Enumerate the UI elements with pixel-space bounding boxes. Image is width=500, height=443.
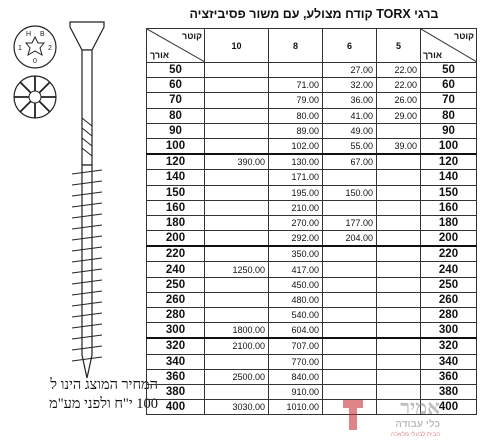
length-cell-right: 340 <box>421 354 477 369</box>
price-note-line-2: 100 י"ח ולפני מע"מ <box>49 396 158 412</box>
price-cell-d10: 3030.00 <box>205 400 269 415</box>
price-cell-d5: 39.00 <box>377 138 421 154</box>
price-cell-d6: 177.00 <box>323 215 377 230</box>
table-row <box>147 170 477 185</box>
header-diameter-label: קוטר <box>182 31 202 41</box>
price-cell-d8 <box>269 63 323 78</box>
price-cell-d6 <box>323 308 377 323</box>
header-length-label: אורך <box>150 50 169 60</box>
length-cell-right: 360 <box>421 369 477 384</box>
length-cell-left: 150 <box>147 185 205 200</box>
price-cell-d8: 450.00 <box>269 277 323 292</box>
price-cell-d5 <box>377 292 421 307</box>
length-cell-right: 120 <box>421 154 477 170</box>
price-cell-d10: 390.00 <box>205 154 269 170</box>
price-cell-d5: 22.00 <box>377 63 421 78</box>
header-diameter-8: 8 <box>269 29 323 63</box>
length-cell-left: 380 <box>147 384 205 399</box>
table-header-row <box>147 29 477 63</box>
price-cell-d10 <box>205 292 269 307</box>
price-cell-d6: 41.00 <box>323 108 377 123</box>
price-cell-d5 <box>377 308 421 323</box>
length-cell-right: 140 <box>421 170 477 185</box>
header-corner-right <box>421 29 477 63</box>
table-row <box>147 185 477 200</box>
price-cell-d5 <box>377 170 421 185</box>
price-cell-d8: 540.00 <box>269 308 323 323</box>
price-note-line-1: המחיר המוצג הינו ל <box>50 377 158 393</box>
price-cell-d10 <box>205 63 269 78</box>
table-row <box>147 308 477 323</box>
length-cell-left: 80 <box>147 108 205 123</box>
price-cell-d5 <box>377 200 421 215</box>
screw-head-underside-view <box>14 76 56 118</box>
price-cell-d6: 204.00 <box>323 231 377 247</box>
price-cell-d8: 210.00 <box>269 200 323 215</box>
header-diameter-label-right: קוטר <box>454 31 474 41</box>
length-cell-left: 60 <box>147 78 205 93</box>
price-cell-d10 <box>205 231 269 247</box>
length-cell-left: 360 <box>147 369 205 384</box>
header-length-label-right: אורך <box>423 50 442 60</box>
screw-side-view <box>70 22 104 378</box>
length-cell-right: 200 <box>421 231 477 247</box>
length-cell-left: 240 <box>147 262 205 277</box>
price-cell-d6 <box>323 369 377 384</box>
table-row <box>147 78 477 93</box>
price-cell-d5: 22.00 <box>377 78 421 93</box>
price-cell-d6 <box>323 262 377 277</box>
length-cell-left: 70 <box>147 93 205 108</box>
price-cell-d10: 2500.00 <box>205 369 269 384</box>
length-cell-right: 80 <box>421 108 477 123</box>
price-cell-d6: 55.00 <box>323 138 377 154</box>
price-cell-d10 <box>205 384 269 399</box>
price-cell-d10 <box>205 246 269 262</box>
price-cell-d8: 80.00 <box>269 108 323 123</box>
price-cell-d10 <box>205 93 269 108</box>
price-cell-d6: 36.00 <box>323 93 377 108</box>
logo-brand: אמיר <box>400 397 440 419</box>
price-cell-d6 <box>323 354 377 369</box>
length-cell-right: 300 <box>421 323 477 339</box>
price-cell-d8: 707.00 <box>269 338 323 354</box>
table-row <box>147 292 477 307</box>
length-cell-right: 320 <box>421 338 477 354</box>
table-row <box>147 63 477 78</box>
price-cell-d10: 1800.00 <box>205 323 269 339</box>
header-corner-left <box>147 29 205 63</box>
length-cell-left: 260 <box>147 292 205 307</box>
length-cell-right: 150 <box>421 185 477 200</box>
table-row <box>147 138 477 154</box>
length-cell-left: 100 <box>147 138 205 154</box>
table-row <box>147 369 477 384</box>
price-cell-d10 <box>205 108 269 123</box>
price-cell-d5 <box>377 369 421 384</box>
price-cell-d8: 480.00 <box>269 292 323 307</box>
table-row <box>147 246 477 262</box>
price-cell-d5 <box>377 338 421 354</box>
price-cell-d5 <box>377 354 421 369</box>
length-cell-left: 90 <box>147 123 205 138</box>
page-title: ברגי TORX קודח מצולע, עם משור פסיביזציה <box>189 7 439 21</box>
length-cell-left: 300 <box>147 323 205 339</box>
head-label-0: 0 <box>33 58 37 65</box>
price-cell-d10 <box>205 215 269 230</box>
price-cell-d5: 26.00 <box>377 93 421 108</box>
price-cell-d8: 350.00 <box>269 246 323 262</box>
head-label-b: B <box>40 31 45 38</box>
length-cell-left: 320 <box>147 338 205 354</box>
length-cell-right: 250 <box>421 277 477 292</box>
table-row <box>147 323 477 339</box>
header-diameter-10: 10 <box>205 29 269 63</box>
price-cell-d10: 2100.00 <box>205 338 269 354</box>
length-cell-right: 160 <box>421 200 477 215</box>
price-cell-d5 <box>377 323 421 339</box>
length-cell-left: 50 <box>147 63 205 78</box>
price-cell-d8: 840.00 <box>269 369 323 384</box>
screw-head-top-view <box>14 26 56 68</box>
price-cell-d10 <box>205 78 269 93</box>
brand-logo <box>335 390 445 440</box>
price-cell-d6 <box>323 200 377 215</box>
price-cell-d5: 29.00 <box>377 108 421 123</box>
price-cell-d10 <box>205 123 269 138</box>
price-cell-d8: 89.00 <box>269 123 323 138</box>
header-diameter-5: 5 <box>377 29 421 63</box>
price-cell-d10 <box>205 308 269 323</box>
price-cell-d8: 292.00 <box>269 231 323 247</box>
table-row <box>147 123 477 138</box>
head-label-h: H <box>26 31 32 38</box>
price-cell-d6: 67.00 <box>323 154 377 170</box>
table-row <box>147 277 477 292</box>
price-cell-d5 <box>377 231 421 247</box>
length-cell-right: 90 <box>421 123 477 138</box>
logo-tool-icon <box>343 400 363 430</box>
table-row <box>147 354 477 369</box>
length-cell-left: 140 <box>147 170 205 185</box>
price-cell-d5 <box>377 154 421 170</box>
table-row <box>147 108 477 123</box>
length-cell-left: 200 <box>147 231 205 247</box>
length-cell-left: 250 <box>147 277 205 292</box>
length-cell-right: 60 <box>421 78 477 93</box>
price-cell-d6 <box>323 246 377 262</box>
price-cell-d8: 71.00 <box>269 78 323 93</box>
length-cell-left: 180 <box>147 215 205 230</box>
price-cell-d8: 270.00 <box>269 215 323 230</box>
length-cell-left: 220 <box>147 246 205 262</box>
length-cell-right: 220 <box>421 246 477 262</box>
price-cell-d10 <box>205 185 269 200</box>
price-cell-d10 <box>205 200 269 215</box>
price-cell-d10 <box>205 138 269 154</box>
price-cell-d10: 1250.00 <box>205 262 269 277</box>
price-cell-d6 <box>323 338 377 354</box>
length-cell-right: 180 <box>421 215 477 230</box>
price-cell-d6: 49.00 <box>323 123 377 138</box>
table-row <box>147 154 477 170</box>
length-cell-left: 400 <box>147 400 205 415</box>
price-cell-d8: 171.00 <box>269 170 323 185</box>
price-cell-d10 <box>205 354 269 369</box>
length-cell-right: 240 <box>421 262 477 277</box>
price-cell-d8: 195.00 <box>269 185 323 200</box>
logo-tagline: הבית לבעלי מלאכה <box>390 432 440 438</box>
price-cell-d6 <box>323 323 377 339</box>
price-cell-d5 <box>377 215 421 230</box>
price-cell-d5 <box>377 262 421 277</box>
price-cell-d6: 150.00 <box>323 185 377 200</box>
price-cell-d8: 417.00 <box>269 262 323 277</box>
price-cell-d8: 770.00 <box>269 354 323 369</box>
price-cell-d6: 27.00 <box>323 63 377 78</box>
price-table <box>146 28 477 415</box>
price-cell-d8: 910.00 <box>269 384 323 399</box>
price-cell-d8: 130.00 <box>269 154 323 170</box>
price-cell-d8: 1010.00 <box>269 400 323 415</box>
price-cell-d6 <box>323 170 377 185</box>
logo-sub: כלי עבודה <box>395 419 440 430</box>
length-cell-left: 340 <box>147 354 205 369</box>
length-cell-right: 50 <box>421 63 477 78</box>
price-cell-d8: 79.00 <box>269 93 323 108</box>
table-row <box>147 338 477 354</box>
head-label-2: 2 <box>48 45 52 52</box>
price-cell-d5 <box>377 277 421 292</box>
price-cell-d6: 32.00 <box>323 78 377 93</box>
length-cell-left: 160 <box>147 200 205 215</box>
price-cell-d5 <box>377 123 421 138</box>
price-note <box>8 376 158 414</box>
price-cell-d6 <box>323 277 377 292</box>
table-row <box>147 200 477 215</box>
length-cell-right: 280 <box>421 308 477 323</box>
length-cell-right: 380 <box>421 384 477 399</box>
length-cell-left: 120 <box>147 154 205 170</box>
table-row <box>147 262 477 277</box>
header-diameter-6: 6 <box>323 29 377 63</box>
price-cell-d6 <box>323 292 377 307</box>
price-cell-d10 <box>205 170 269 185</box>
table-row <box>147 215 477 230</box>
length-cell-right: 400 <box>421 400 477 415</box>
length-cell-right: 260 <box>421 292 477 307</box>
price-cell-d10 <box>205 277 269 292</box>
table-row <box>147 231 477 247</box>
price-cell-d8: 102.00 <box>269 138 323 154</box>
length-cell-right: 100 <box>421 138 477 154</box>
length-cell-right: 70 <box>421 93 477 108</box>
price-cell-d5 <box>377 185 421 200</box>
length-cell-left: 280 <box>147 308 205 323</box>
table-row <box>147 93 477 108</box>
price-cell-d8: 604.00 <box>269 323 323 339</box>
head-label-1: 1 <box>18 45 22 52</box>
price-cell-d5 <box>377 246 421 262</box>
